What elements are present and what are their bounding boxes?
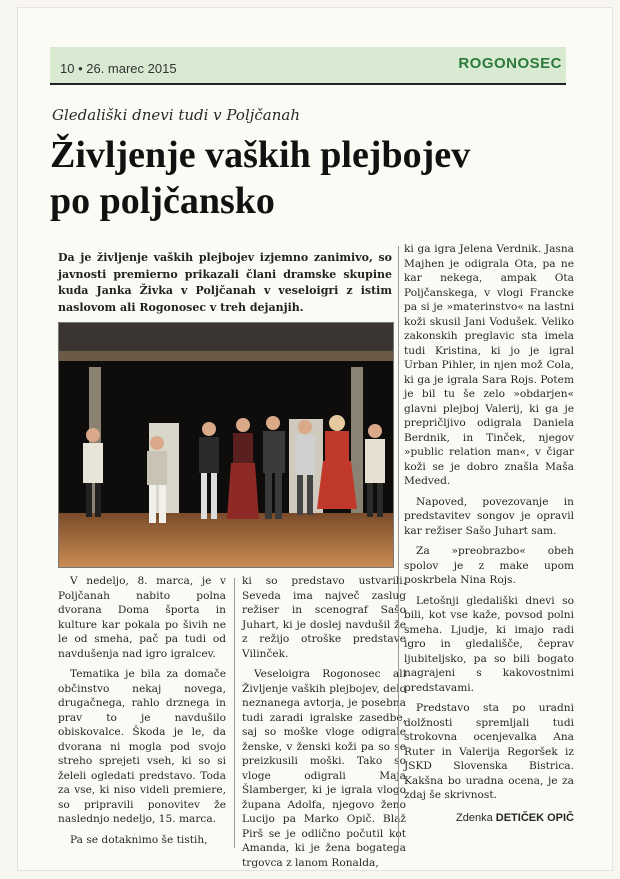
paragraph: Predstavo sta po uradni dolžnosti spremljali tudi strokovna ocenjevalka Ana Ruter in Valerija Regoršek iz JSKD Slovenska Bistrica. Kakšna bo uradna ocena, je za zdaj še skrivnost. (404, 702, 574, 801)
paragraph: Za »preobrazbo« obeh spolov je z make upom poskrbela Nina Rojs. (404, 545, 574, 586)
column-separator (398, 246, 399, 848)
article-kicker: Gledališki dnevi tudi v Poljčanah (52, 106, 300, 124)
article-lead: Da je življenje vaških plejbojev izjemno zanimivo, so javnosti premierno prikazali člani dramske skupine kuda Janka Živka v Poljčanah v veseloigri z istim naslovom ali Rogonosec v treh dejanjih. (58, 251, 392, 314)
paragraph: Napoved, povezovanje in predstavitev songov je opravil kar režiser Sašo Juhart sam. (404, 495, 574, 537)
author-last-name: DETIČEK OPIČ (495, 811, 574, 824)
article-column-3 (404, 242, 574, 825)
section-title: ROGONOSEC (458, 55, 562, 72)
paragraph: Veseloigra Rogonosec ali Življenje vaških plejbojev, delo neznanega avtorja, je posebna tudi zaradi igralske zasedbe, saj so moške vloge odigrale ženske, v ženski koži pa so se preizkusili moški. Tako so vloge odigrali Maja Šlamberger, ki je igrala vlogo župana Adolfa, njegovo ženo Lucijo pa Marko Opič. Blaž Pirš se je odlično počutil kot Amanda, ki je žena bogatega trgovca z lanom Ronalda, (242, 668, 406, 869)
paragraph: Pa se dotaknimo še tistih, (70, 833, 208, 846)
column-separator (234, 578, 235, 848)
paragraph: Letošnji gledališki dnevi so bili, kot vse kaže, povsod polni smeha. Ljudje, ki imajo radi igro in gledališče, čeprav ljubiteljsko, pa so bili bogato nagrajeni s kakovostnimi predstavami. (404, 594, 574, 694)
stage-photo (58, 322, 394, 568)
author-first-name: Zdenka (456, 811, 493, 824)
article-column-2 (242, 574, 406, 876)
article-headline (50, 132, 570, 224)
paragraph: ki so predstavo ustvarili. Seveda ima največ zaslug režiser in scenograf Sašo Juhart, ki je doslej navdušil že z režijo otroške predstave Vilinček. (242, 575, 406, 660)
headline-line-1: Življenje vaških plejbojev (50, 134, 471, 176)
headline-line-2: po poljčansko (50, 180, 275, 222)
page-header-band (50, 47, 566, 85)
paragraph: Tematika je bila za domače občinstvo nekaj novega, drugačnega, rahlo drznega in prav to je navdušilo obiskovalce. Škoda je le, da dvorana ni mogla pod svojo streho sprejeti vseh, ki so si želeli ogledati predstavo. Toda za vse, ki niso videli premiere, so pripravili ponovitev že naslednjo nedeljo, 15. marca. (58, 668, 226, 825)
paragraph: ki ga igra Jelena Verdnik. Jasna Majhen je odigrala Ota, pa ne kar nekega, ampak Ota Poljčanskega, v vlogi Francke pa si je »materinstvo« na lastni koži skusil Jani Vodušek. Veliko zakonskih preglavic sta imela tudi Kristina, ki jo je igral Urban Pihler, in njen mož Cola, ki ga je igrala Sara Rojs. Potem je bil tu še zelo »obdarjen« glavni plejboj Valerij, ki ga je prepričljivo odigrala Daniela Berdnik, in Tinček, njegov »public relation man«, v čigar koži se je dobro znašla Maša Medved. (404, 243, 574, 487)
article-byline (404, 811, 574, 826)
issue-date: 10 • 26. marec 2015 (60, 61, 177, 76)
paragraph: V nedeljo, 8. marca, je v Poljčanah nabito polna dvorana Doma športa in kulture kar pokala po šivih ne le od smeha, pač pa tudi od navdušenja nad igro igralcev. (58, 575, 226, 660)
article-column-1 (58, 574, 226, 853)
